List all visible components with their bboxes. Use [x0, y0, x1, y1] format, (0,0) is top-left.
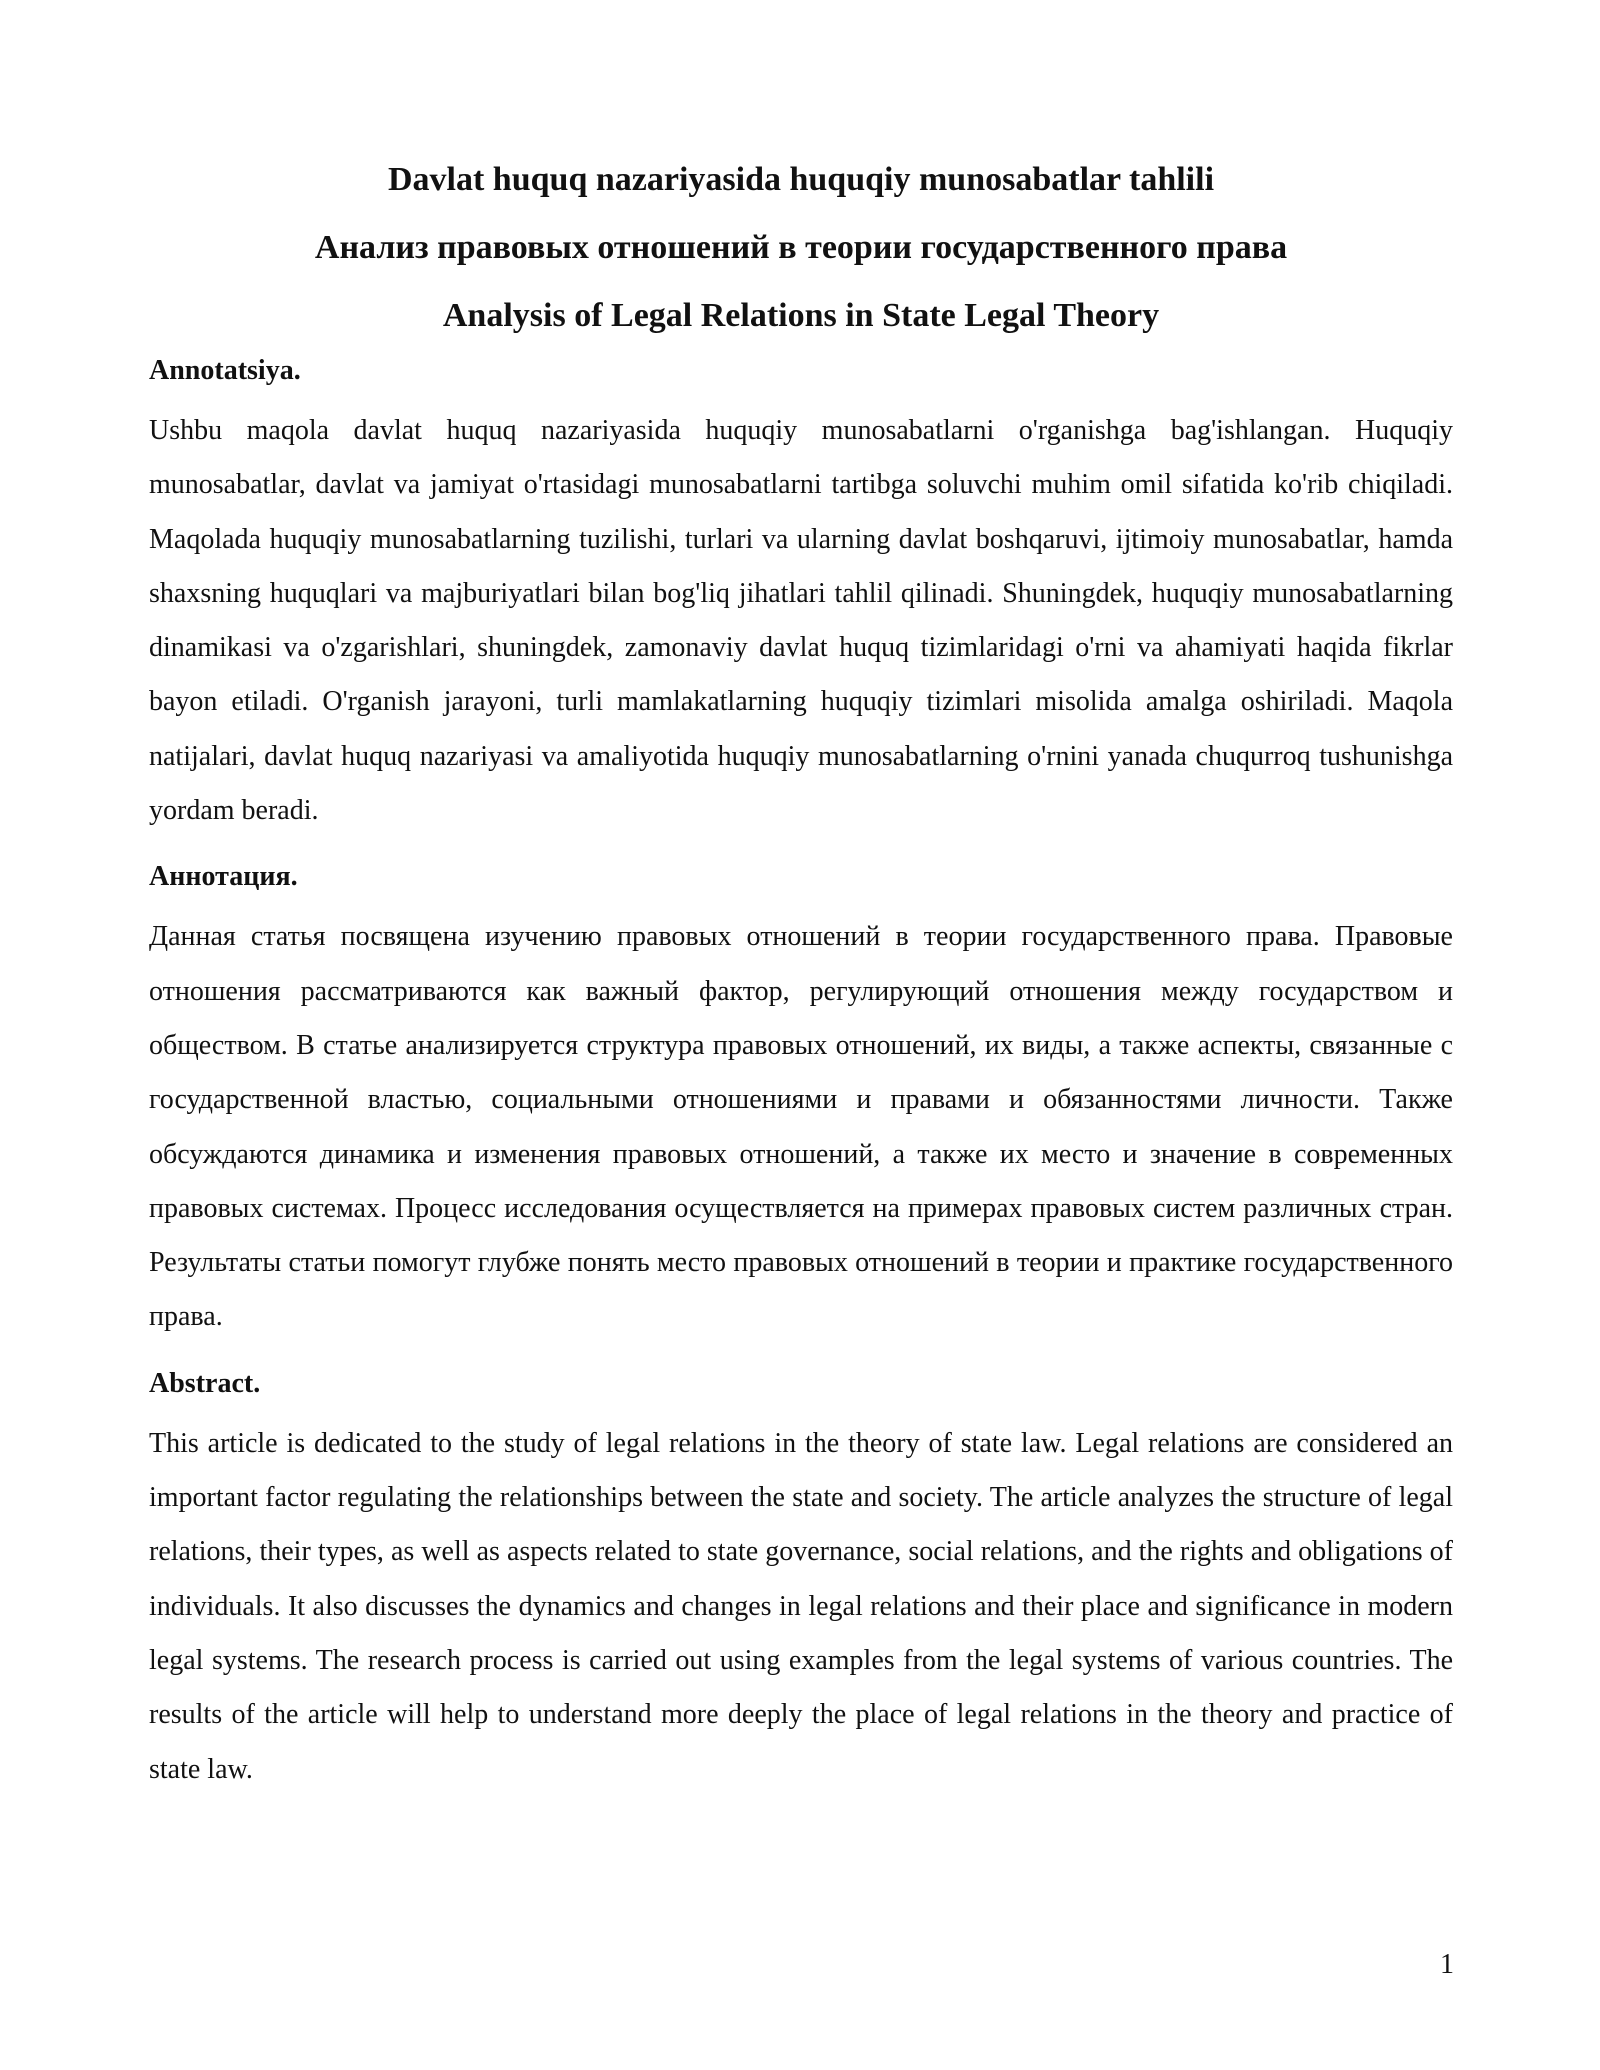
title-russian: Анализ правовых отношений в теории государственного права	[314, 229, 1288, 266]
abstract-english-text: This article is dedicated to the study of legal relations in the theory of state law. Legal relations are considered an important factor regulating the relationships between the state and society. The article analyzes the structure of legal relations, their types, as well as aspects related to state governance, social relations, and the rights and obligations of individuals. It also discusses the dynamics and changes in legal relations and their place and significance in modern legal systems. The research process is carried out using examples from the legal systems of various countries. The results of the article will help to understand more deeply the place of legal relations in the theory and practice of state law.	[149, 1427, 1453, 1785]
annotation-uzbek	[149, 352, 1453, 838]
annotation-russian	[149, 858, 1453, 1344]
annotation-uzbek-heading: Annotatsiya.	[149, 355, 301, 386]
annotation-uzbek-text: Ushbu maqola davlat huquq nazariyasida huquqiy munosabatlarni o'rganishga bag'ishlangan. Huquqiy munosabatlar, davlat va jamiyat o'rtasidagi munosabatlarni tartibga soluvchi muhim omil sifatida ko'rib chiqiladi. Maqolada huquqiy munosabatlarning tuzilishi, turlari va ularning davlat boshqaruvi, ijtimoiy munosabatlar, hamda shaxsning huquqlari va majburiyatlari bilan bog'liq jihatlari tahlil qilinadi. Shuningdek, huquqiy munosabatlarning dinamikasi va o'zgarishlari, shuningdek, zamonaviy davlat huquq tizimlaridagi o'rni va ahamiyati haqida fikrlar bayon etiladi. O'rganish jarayoni, turli mamlakatlarning huquqiy tizimlari misolida amalga oshiriladi. Maqola natijalari, davlat huquq nazariyasi va amaliyotida huquqiy munosabatlarning o'rnini yanada chuqurroq tushunishga yordam beradi.	[149, 415, 1453, 827]
annotation-russian-heading: Аннотация.	[149, 861, 298, 893]
page-number: 1	[1440, 1949, 1454, 1980]
abstract-english-heading: Abstract.	[149, 1367, 261, 1399]
annotation-russian-text: Данная статья посвящена изучению правовых отношений в теории государственного права. Правовые отношения рассматриваются как важный фактор, регулирующий отношения между государством и обществом. В статье анализируется структура правовых отношений, их виды, а также аспекты, связанные с государственной властью, социальными отношениями и правами и обязанностями личности. Также обсуждаются динамика и изменения правовых отношений, а также их место и значение в современных правовых системах. Процесс исследования осуществляется на примерах правовых систем различных стран. Результаты статьи помогут глубже понять место правовых отношений в теории и практике государственного права.	[149, 921, 1453, 1333]
title-english: Analysis of Legal Relations in State Legal Theory	[442, 297, 1160, 334]
title-uzbek: Davlat huquq nazariyasida huquqiy munosabatlar tahlili	[387, 161, 1215, 198]
title-block	[149, 146, 1453, 350]
abstract-english	[149, 1365, 1453, 1797]
document-body	[149, 352, 1453, 1797]
